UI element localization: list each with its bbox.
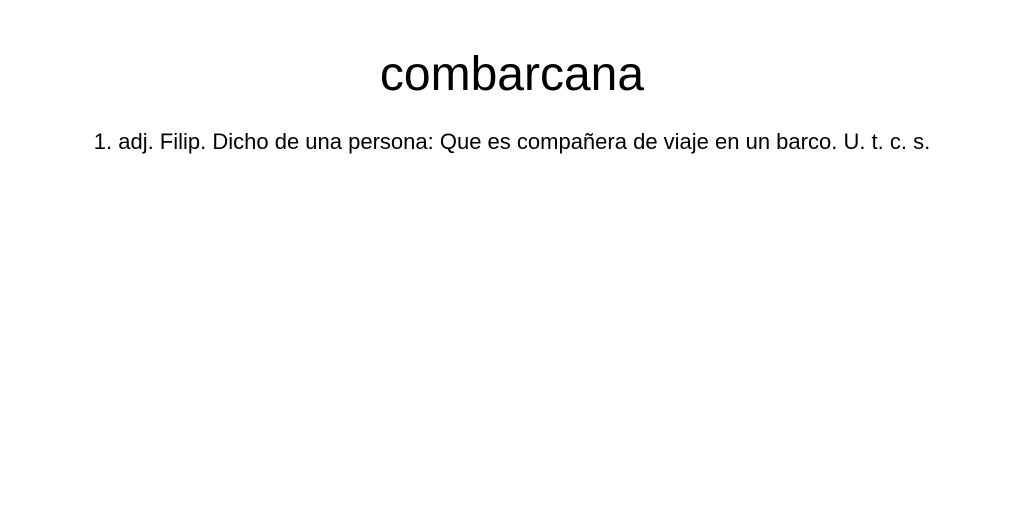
entry-word: combarcana xyxy=(379,48,645,101)
entry-definition: 1. adj. Filip. Dicho de una persona: Que es compañera de viaje en un barco. U. t. c. s. xyxy=(93,129,931,154)
